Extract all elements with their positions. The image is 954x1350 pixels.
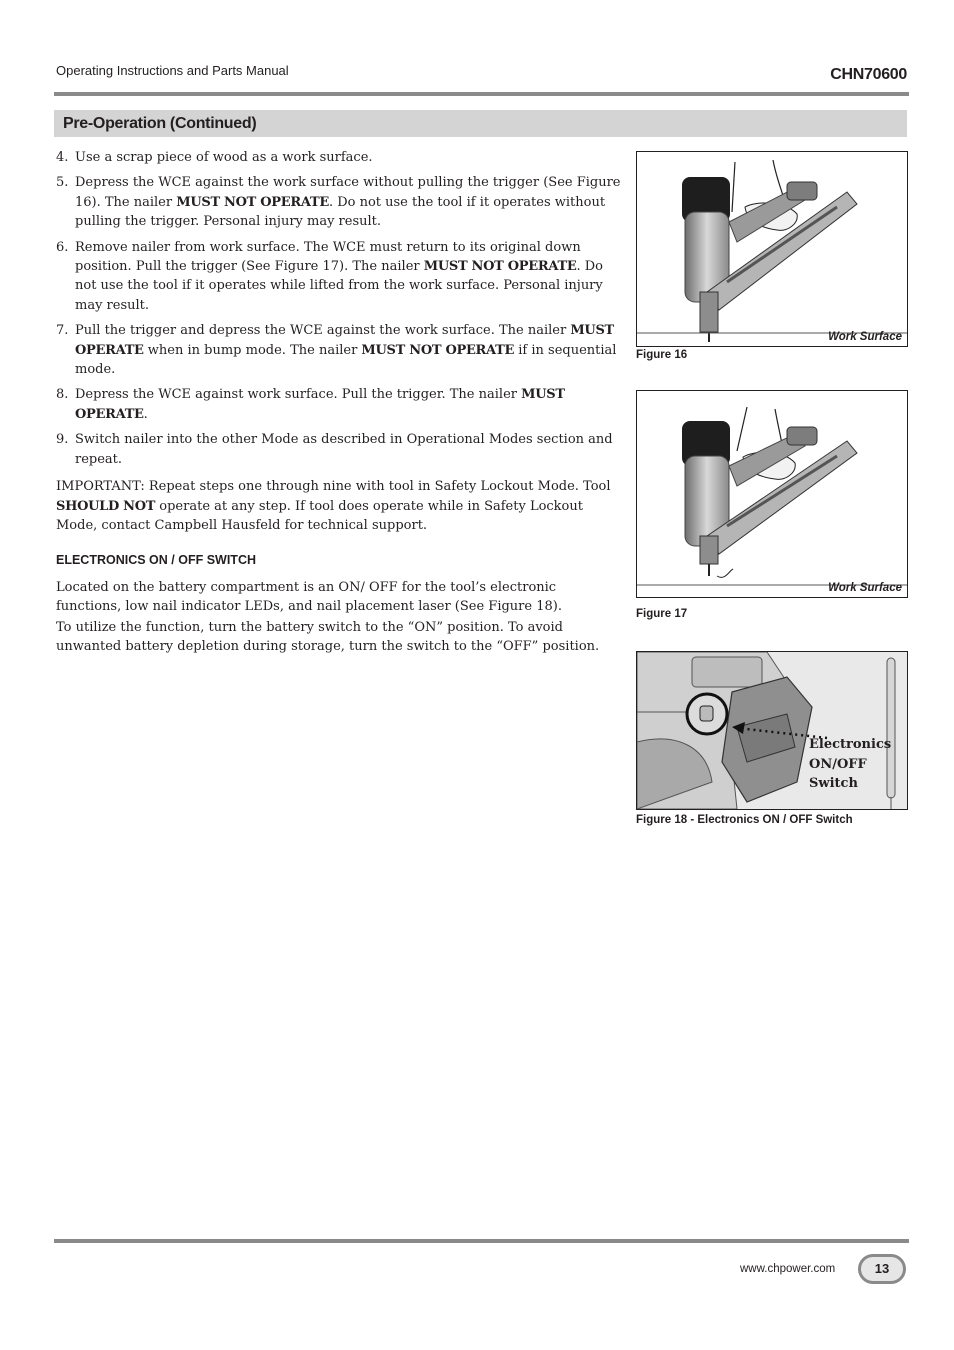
- step-text: Depress the WCE against work surface. Pull the trigger. The nailer: [75, 387, 522, 403]
- section-title: Pre-Operation (Continued): [63, 115, 257, 132]
- step-number: 4.: [56, 150, 69, 165]
- important-emphasis: SHOULD NOT: [56, 498, 156, 514]
- step-text: Switch nailer into the other Mode as described in Operational Modes section and repeat.: [75, 432, 613, 467]
- steps-list: [56, 148, 621, 469]
- page-number: 13: [858, 1254, 906, 1284]
- step-number: 9.: [56, 432, 69, 448]
- step-number: 7.: [56, 323, 69, 339]
- step-text: if in sequential mode.: [75, 342, 617, 378]
- section-bar: [54, 110, 907, 137]
- step-text: . Do not use the tool if it operates while lifted from the work surface. Personal injury may result.: [75, 259, 603, 313]
- step-emphasis: MUST OPERATE: [75, 323, 614, 358]
- nailer-lifted-illustration: [637, 391, 907, 597]
- step-text: when in bump mode. The nailer: [143, 342, 362, 358]
- important-note: [56, 477, 621, 535]
- step-item: [56, 321, 621, 379]
- step-text: Use a scrap piece of wood as a work surface.: [75, 150, 373, 165]
- step-number: 6.: [56, 239, 69, 255]
- figure-18-caption: Figure 18 - Electronics ON / OFF Switch: [636, 814, 853, 826]
- step-text: Pull the trigger and depress the WCE against the work surface. The nailer: [75, 323, 571, 339]
- electronics-paragraph-1: Located on the battery compartment is an ON/ OFF for the tool’s electronic functions, low nail indicator LEDs, and nail placement laser (See Figure 18).: [56, 579, 562, 615]
- important-text-2: operate at any step. If tool does operate while in Safety Lockout Mode, contact Campbell Hausfeld for technical support.: [56, 498, 583, 533]
- step-item: [56, 238, 621, 316]
- header-divider: [54, 92, 909, 96]
- figure-18-image: [636, 651, 908, 810]
- step-number: 5.: [56, 175, 69, 191]
- figure-17-caption: Figure 17: [636, 608, 688, 620]
- footer-url[interactable]: www.chpower.com: [740, 1263, 836, 1275]
- step-emphasis: MUST NOT OPERATE: [361, 342, 515, 358]
- figure-16-caption: Figure 16: [636, 349, 688, 361]
- figure-16-image: [636, 151, 908, 347]
- footer-divider: [54, 1239, 909, 1243]
- step-item: [56, 430, 621, 469]
- step-emphasis: MUST OPERATE: [75, 387, 565, 422]
- work-surface-label: Work Surface: [828, 331, 902, 343]
- callout-line-1: Electronics: [809, 737, 892, 752]
- electronics-heading: ELECTRONICS ON / OFF SWITCH: [56, 553, 256, 568]
- step-item: [56, 173, 621, 231]
- switch-callout: [809, 735, 891, 794]
- important-text-1: IMPORTANT: Repeat steps one through nine with tool in Safety Lockout Mode. Tool: [56, 479, 611, 495]
- body-column: [56, 148, 621, 656]
- step-emphasis: MUST NOT OPERATE: [176, 194, 329, 210]
- nailer-illustration: [637, 152, 907, 346]
- model-number: CHN70600: [830, 66, 907, 83]
- step-item: [56, 385, 621, 424]
- step-text: .: [143, 406, 148, 422]
- electronics-paragraph-2: To utilize the function, turn the battery switch to the “ON” position. To avoid unwanted battery depletion during storage, turn the switch to the “OFF” position.: [56, 619, 600, 654]
- work-surface-label: Work Surface: [828, 582, 902, 594]
- step-text: Remove nailer from work surface. The WCE must return to its original down position. Pull the trigger (See Figure 17). The nailer: [75, 239, 581, 275]
- callout-line-3: Switch: [809, 776, 858, 791]
- step-number: 8.: [56, 387, 69, 403]
- manual-title: Operating Instructions and Parts Manual: [56, 63, 289, 78]
- step-text: Depress the WCE against the work surface without pulling the trigger (See Figure 16). The nailer: [75, 175, 621, 210]
- step-emphasis: MUST NOT OPERATE: [423, 259, 577, 275]
- step-item: [56, 148, 621, 167]
- step-text: . Do not use the tool if it operates without pulling the trigger. Personal injury may result.: [75, 194, 606, 230]
- figure-17-image: [636, 390, 908, 598]
- callout-line-2: ON/OFF: [809, 756, 867, 772]
